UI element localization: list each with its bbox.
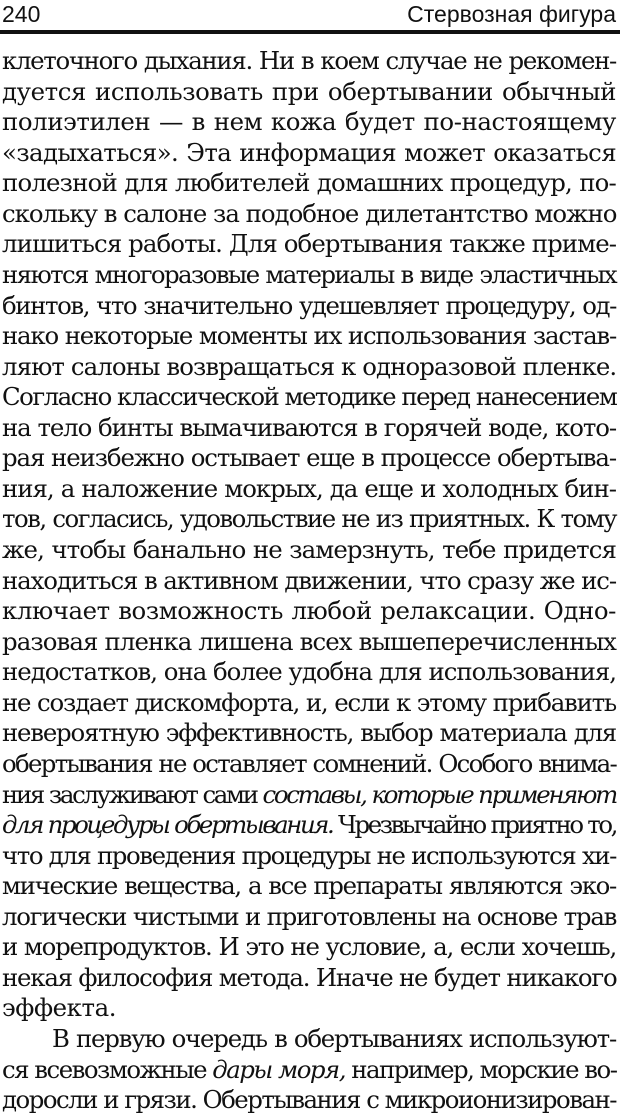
- text-line: же, чтобы банально не замерзнуть, тебе придется: [2, 535, 616, 564]
- text-span: например, морские во-: [344, 1054, 617, 1084]
- text-line: ключает возможность любой релаксации. Одно-: [2, 596, 616, 626]
- text-line: клеточного дыхания. Ни в коем случае не рекомен-: [2, 46, 616, 75]
- text-line: логически чистыми и приготовлены на основе трав: [2, 901, 617, 931]
- text-line: и морепродуктов. И это не условие, а, если хочешь,: [2, 932, 616, 962]
- header-rule: [0, 30, 620, 34]
- page-header: [0, 0, 620, 30]
- text-span: Чрезвычайно приятно то,: [332, 810, 616, 840]
- text-line: бинтов, что значительно удешевляет процедуру, од-: [2, 290, 616, 320]
- text-line: [0, 810, 620, 841]
- text-line: разовая пленка лишена всех вышеперечисленных: [2, 626, 616, 656]
- text-line: рая неизбежно остывает еще в процессе обертыва-: [2, 443, 616, 473]
- text-line: полезной для любителей домашних процедур, по-: [2, 168, 616, 198]
- text-line: [0, 1055, 620, 1086]
- text-line: ния, а наложение мокрых, да еще и холодных бин-: [2, 473, 616, 503]
- text-line: мические вещества, а все препараты являются эко-: [2, 871, 616, 901]
- page-number: 240: [2, 1, 41, 27]
- text-line: няются многоразовые материалы в виде эластичных: [2, 259, 616, 289]
- italic-emphasis: составы, которые применяют: [262, 779, 616, 809]
- text-line: нако некоторые моменты их использования застав-: [2, 321, 616, 351]
- italic-emphasis: для процедуры обертывания.: [2, 810, 333, 840]
- body-text: [0, 46, 620, 1116]
- text-span: ния заслуживают сами: [2, 779, 263, 809]
- text-line: «задыхаться». Эта информация может оказаться: [2, 137, 616, 167]
- text-line: находиться в активном движении, что сразу же ис-: [2, 565, 616, 595]
- text-line: недостатков, она более удобна для использования,: [2, 657, 616, 687]
- text-line: что для проведения процедуры не используются хи-: [2, 840, 616, 870]
- text-line: на тело бинты вымачиваются в горячей воде, кото-: [2, 412, 616, 442]
- text-line: дуется использовать при обертывании обычный: [2, 76, 616, 106]
- text-line: скольку в салоне за подобное дилетантство можно: [2, 198, 617, 228]
- text-line: тов, согласись, удовольствие не из приятных. К тому: [2, 504, 616, 534]
- text-line: некая философия метода. Иначе не будет никакого: [2, 962, 617, 992]
- text-line: невероятную эффективность, выбор материала для: [2, 718, 616, 748]
- text-line: [0, 780, 620, 811]
- text-line: не создает дискомфорта, и, если к этому прибавить: [2, 687, 616, 717]
- text-line: ляют салоны возвращаться к одноразовой пленке.: [2, 351, 617, 381]
- text-line: Согласно классической методике перед нанесением: [2, 382, 617, 412]
- text-line: эффекта.: [2, 993, 117, 1023]
- text-span: ся всевозможные: [2, 1054, 213, 1084]
- italic-emphasis: дары моря,: [212, 1054, 345, 1084]
- running-title: Стервозная фигура: [407, 1, 616, 27]
- text-line: доросли и грязи. Обертывания с микроионизирован-: [2, 1085, 616, 1115]
- text-line: В первую очередь в обертываниях используют-: [52, 1024, 616, 1053]
- text-line: лишиться работы. Для обертывания также приме-: [2, 229, 617, 259]
- text-line: полиэтилен — в нем кожа будет по-настоящему: [2, 107, 616, 137]
- text-line: обертывания не оставляет сомнений. Особого внима-: [2, 748, 616, 778]
